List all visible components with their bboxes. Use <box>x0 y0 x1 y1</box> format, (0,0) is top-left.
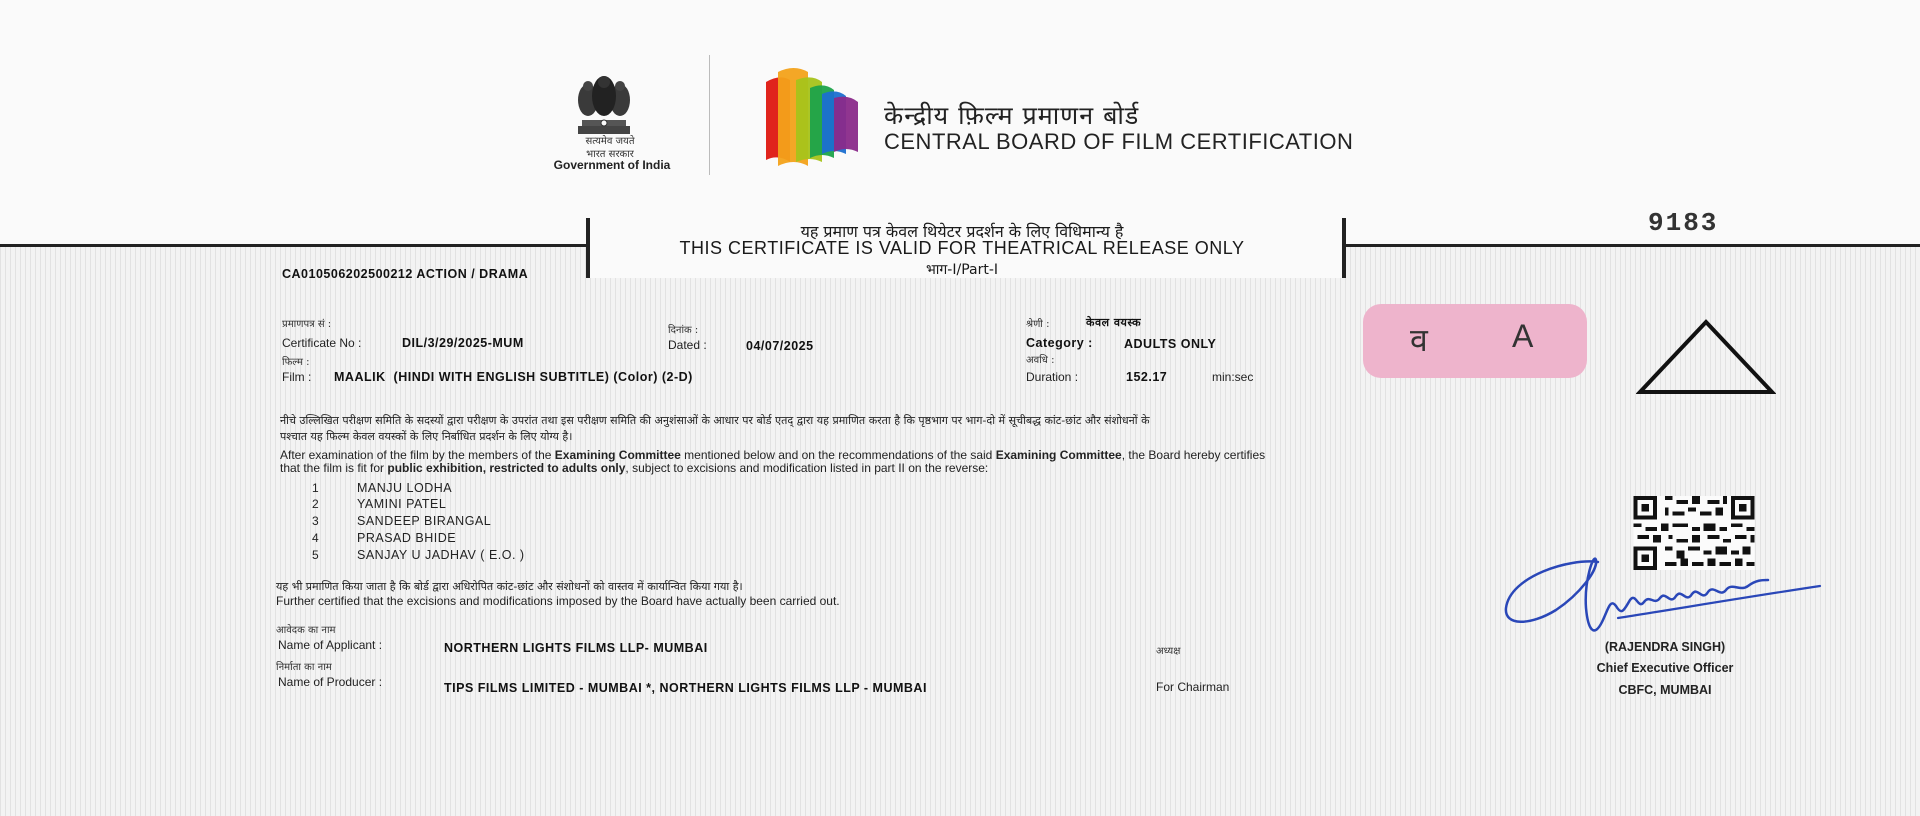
further-hindi: यह भी प्रमाणित किया जाता है कि बोर्ड द्वारा अधिरोपित कांट-छांट और संशोधनों को वास्तव में कार्यान्वित किया गया है। <box>276 580 743 593</box>
rating-hindi: व <box>1410 321 1428 359</box>
member-number: 3 <box>312 514 319 528</box>
member-name: YAMINI PATEL <box>357 497 447 511</box>
category-label: Category : <box>1026 336 1093 350</box>
examining-committee-text: Examining Committee <box>554 448 681 462</box>
signatory-title: Chief Executive Officer <box>1596 661 1734 675</box>
applicant-label-hindi: आवेदक का नाम <box>276 625 336 636</box>
member-name: MANJU LODHA <box>357 481 453 495</box>
chairman-english: For Chairman <box>1156 680 1230 694</box>
examination-text: mentioned below and on the recommendations of the said <box>680 448 996 462</box>
duration-label: Duration : <box>1026 370 1079 384</box>
header-rule-right <box>1336 244 1920 247</box>
signatory-org: CBFC, MUMBAI <box>1618 683 1712 697</box>
examination-text: , subject to excisions and modification listed in part II on the reverse: <box>625 461 989 475</box>
board-name-hindi: केन्द्रीय फ़िल्म प्रमाणन बोर्ड <box>884 101 1140 130</box>
member-name: SANDEEP BIRANGAL <box>357 514 492 528</box>
producer-value: TIPS FILMS LIMITED - MUMBAI *, NORTHERN LIGHTS FILMS LLP - MUMBAI <box>444 681 927 695</box>
gov-hindi: भारत सरकार <box>586 149 634 160</box>
examination-english-line1 <box>280 448 1265 462</box>
examination-english-line2 <box>280 461 988 475</box>
member-number: 5 <box>312 548 319 562</box>
validity-part: भाग-I/Part-I <box>925 262 999 278</box>
film-label-hindi: फिल्म : <box>282 357 310 368</box>
examining-committee-text: Examining Committee <box>995 448 1122 462</box>
rating-english: A <box>1512 318 1534 354</box>
board-name-english: CENTRAL BOARD OF FILM CERTIFICATION <box>884 129 1354 154</box>
reference-code: CA010506202500212 ACTION / DRAMA <box>282 267 529 281</box>
member-number: 4 <box>312 531 319 545</box>
applicant-label: Name of Applicant : <box>278 638 383 652</box>
signature-icon <box>1500 550 1830 650</box>
chairman-hindi: अध्यक्ष <box>1156 646 1181 657</box>
gov-english: Government of India <box>553 158 671 172</box>
validity-hindi: यह प्रमाण पत्र केवल थियेटर प्रदर्शन के लिए विधिमान्य है <box>800 222 1124 241</box>
examination-text: that the film is fit for <box>280 461 388 475</box>
dated-label: Dated : <box>668 338 707 352</box>
film-label: Film : <box>282 370 312 384</box>
producer-label: Name of Producer : <box>278 675 383 689</box>
examination-text: After examination of the film by the members of the <box>280 448 555 462</box>
member-number: 2 <box>312 497 319 511</box>
applicant-value: NORTHERN LIGHTS FILMS LLP- MUMBAI <box>444 641 708 655</box>
header-divider <box>709 55 710 175</box>
examination-text: , the Board hereby certifies <box>1121 448 1266 462</box>
member-name: PRASAD BHIDE <box>357 531 457 545</box>
dated-label-hindi: दिनांक : <box>668 325 699 336</box>
member-name: SANJAY U JADHAV ( E.O. ) <box>357 548 525 562</box>
cbfc-logo-icon <box>760 62 870 172</box>
category-value-hindi: केवल वयस्क <box>1086 316 1142 329</box>
serial-number: 9183 <box>1648 208 1719 238</box>
duration-label-hindi: अवधि : <box>1026 355 1055 366</box>
signatory-name: (RAJENDRA SINGH) <box>1604 640 1726 654</box>
header-rule-left <box>0 244 588 247</box>
category-label-hindi: श्रेणी : <box>1026 319 1050 330</box>
rating-badge <box>1363 304 1587 378</box>
restriction-text: public exhibition, restricted to adults only <box>387 461 626 475</box>
further-english: Further certified that the excisions and modifications imposed by the Board have actually been carried out. <box>276 594 840 608</box>
member-number: 1 <box>312 481 319 495</box>
validity-english: THIS CERTIFICATE IS VALID FOR THEATRICAL RELEASE ONLY <box>679 238 1245 258</box>
certificate-no-label-hindi: प्रमाणपत्र सं : <box>282 319 332 330</box>
producer-label-hindi: निर्माता का नाम <box>276 662 332 673</box>
film-value: MAALIK (HINDI WITH ENGLISH SUBTITLE) (Color) (2-D) <box>334 370 693 384</box>
triangle-icon <box>1636 318 1776 396</box>
examination-hindi-line1: नीचे उल्लिखित परीक्षण समिति के सदस्यों द्वारा परीक्षण के उपरांत तथा इस परीक्षण समिति की अनुशंसाओं के आधार पर बोर्ड एतद् द्वारा यह प्रमाणित करता है कि पृष्ठभाग पर भाग-दो में सूचीबद्ध कांट-छांट और संशोधनों के <box>280 414 1150 427</box>
duration-unit: min:sec <box>1212 370 1254 384</box>
examination-hindi-line2: पश्चात यह फिल्म केवल वयस्कों के लिए निर्बाधित प्रदर्शन के लिए योग्य है। <box>280 430 573 443</box>
certificate-no-label: Certificate No : <box>282 336 362 350</box>
duration-value: 152.17 <box>1126 370 1168 384</box>
dated-value: 04/07/2025 <box>746 339 814 353</box>
emblem-motto: सत्यमेव जयते <box>585 136 635 147</box>
certificate-no-value: DIL/3/29/2025-MUM <box>402 336 524 350</box>
category-value: ADULTS ONLY <box>1124 337 1217 351</box>
national-emblem-icon <box>568 70 640 142</box>
